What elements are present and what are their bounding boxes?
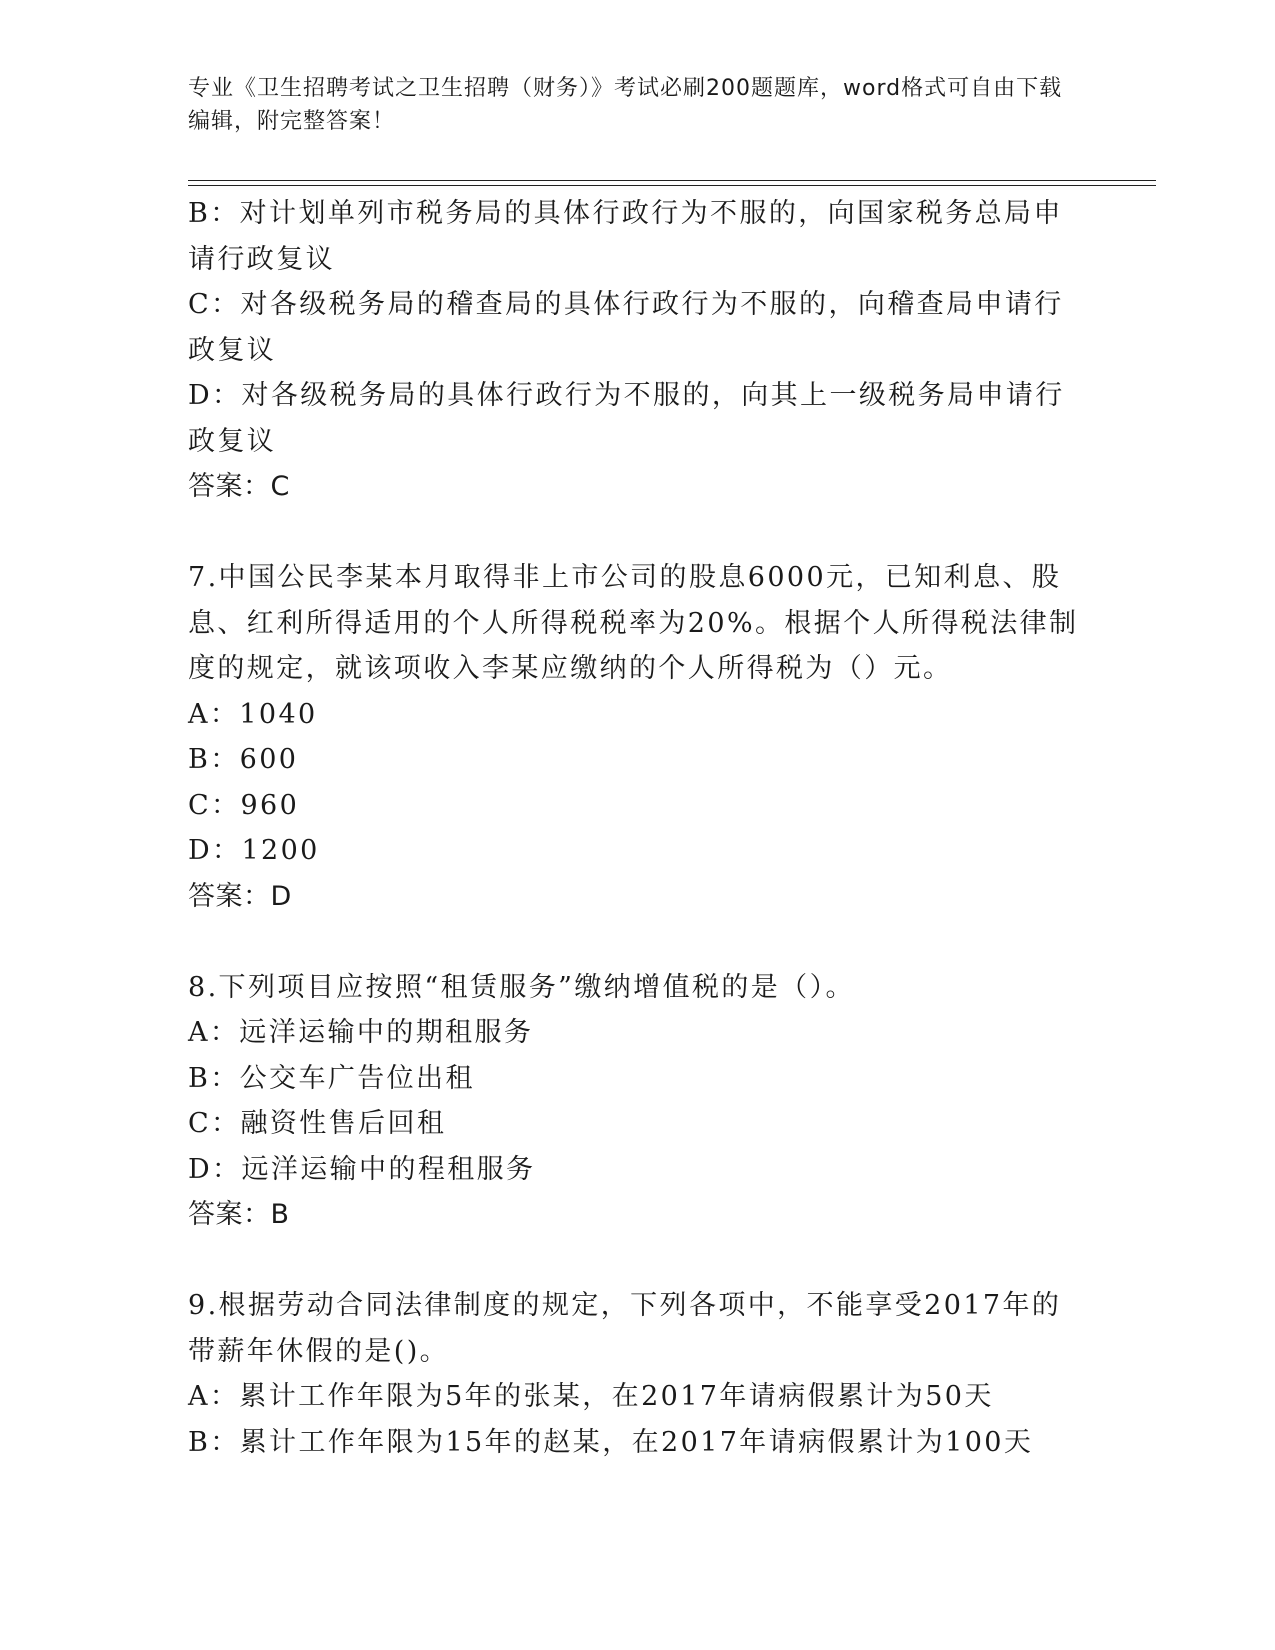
q8-option-d: D：远洋运输中的程租服务 [188, 1153, 536, 1185]
q8-option-a: A：远洋运输中的期租服务 [188, 1017, 534, 1048]
q7-stem: 7.中国公民李某本月取得非上市公司的股息6000元，已知利息、股息、红利所得适用的个人所得税税率为20%。根据个人所得税法律制度的规定，就该项收入李某应缴纳的个人所得税为（）元。 [188, 562, 1079, 684]
q7-option-a: A：1040 [188, 698, 318, 730]
question-7-block [188, 555, 1088, 919]
q6-option-b: B：对计划单列市税务局的具体行政行为不服的，向国家税务总局申请行政复议 [188, 198, 1063, 275]
document-header: 专业《卫生招聘考试之卫生招聘（财务）》考试必刷200题题库，word格式可自由下载编辑，附完整答案！ [188, 76, 1063, 134]
q8-stem: 8.下列项目应按照“租赁服务”缴纳增值税的是（）。 [188, 971, 855, 1003]
question-9-block [188, 1283, 1088, 1465]
q9-option-a: A：累计工作年限为5年的张某，在2017年请病假累计为50天 [188, 1381, 994, 1412]
q8-answer: 答案：B [188, 1199, 290, 1230]
spacer [188, 919, 1088, 965]
q6-option-d: D：对各级税务局的具体行政行为不服的，向其上一级税务局申请行政复议 [188, 380, 1065, 457]
q8-option-c: C：融资性售后回租 [188, 1108, 447, 1139]
q6-answer: 答案：C [188, 471, 290, 502]
q6-option-c: C：对各级税务局的稽查局的具体行政行为不服的，向稽查局申请行政复议 [188, 289, 1064, 366]
document-body [188, 191, 1088, 1465]
header-rule-top [188, 180, 1156, 181]
spacer [188, 1238, 1088, 1284]
question-8-block [188, 965, 1088, 1238]
q9-stem: 9.根据劳动合同法律制度的规定，下列各项中，不能享受2017年的带薪年休假的是()。 [188, 1290, 1062, 1367]
q7-option-d: D：1200 [188, 835, 320, 866]
q7-answer: 答案：D [188, 880, 292, 912]
header-rule-bottom [188, 185, 1156, 186]
question-6-block [188, 191, 1088, 510]
q7-option-c: C：960 [188, 789, 300, 821]
spacer [188, 510, 1088, 556]
q7-option-b: B：600 [188, 744, 299, 775]
q8-option-b: B：公交车广告位出租 [188, 1062, 475, 1094]
q9-option-b: B：累计工作年限为15年的赵某，在2017年请病假累计为100天 [188, 1426, 1034, 1458]
